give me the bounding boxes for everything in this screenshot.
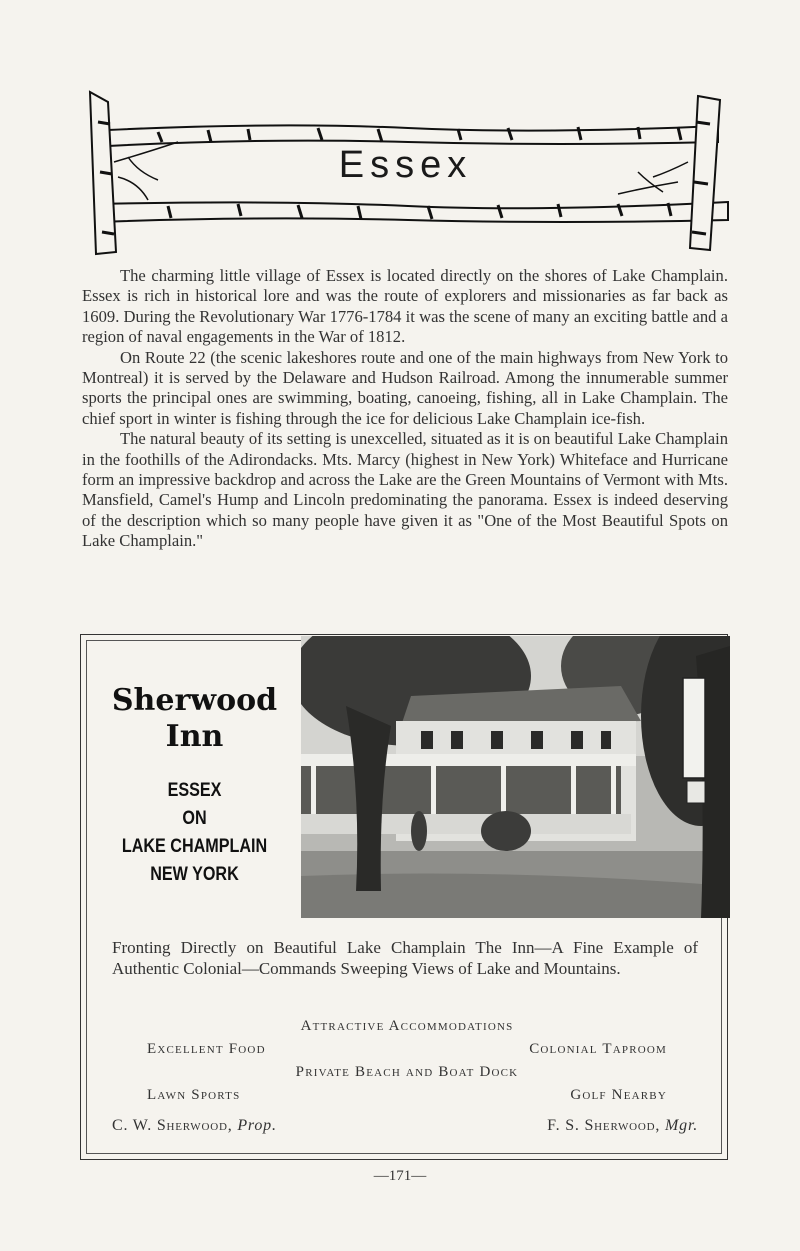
intro-text <box>82 266 728 552</box>
manager-name: F. S. Sherwood, <box>547 1117 661 1134</box>
amenity-row <box>147 1041 667 1058</box>
amenity-row <box>147 1087 667 1104</box>
intro-paragraph: On Route 22 (the scenic lakeshores route and one of the main highways from New York to Montreal) it is served by the Delaware and Hudson Railroad. Among the innumerable summer sports the principal ones are swimming, boating, canoeing, fishing, all in Lake Champlain. The chief sport in winter is fishing through the ice for delicious Lake Champlain ice-fish. <box>82 347 728 428</box>
ad-inner-border <box>86 640 722 1154</box>
amenity-accommodations: Attractive Accommodations <box>300 1018 514 1034</box>
location-line: ESSEX <box>167 780 222 801</box>
location-line: ON <box>182 808 207 829</box>
inn-photo-illustration <box>301 636 730 918</box>
proprietor-role: Prop. <box>237 1117 277 1134</box>
proprietor-name: C. W. Sherwood, <box>112 1117 233 1134</box>
page-number: —171— <box>373 1168 427 1184</box>
location-line: LAKE CHAMPLAIN <box>121 836 268 857</box>
manager <box>547 1117 698 1135</box>
essex-banner <box>78 82 733 257</box>
manager-role: Mgr. <box>665 1117 698 1134</box>
inn-photo <box>301 636 730 918</box>
inn-location <box>103 777 286 889</box>
location-line: NEW YORK <box>150 864 239 885</box>
amenity-beach-dock: Private Beach and Boat Dock <box>295 1064 519 1080</box>
inn-name <box>87 683 302 755</box>
inn-name-line1: Sherwood <box>111 683 278 718</box>
inn-name-line2: Inn <box>165 719 224 754</box>
banner-title: Essex <box>338 144 473 186</box>
inn-description: Fronting Directly on Beautiful Lake Champlain The Inn—A Fine Example of Authentic Colonial—Commands Sweeping Views of Lake and Mountains. <box>112 938 698 978</box>
ad-title-block <box>87 641 302 919</box>
inn-staff <box>112 1117 698 1135</box>
proprietor <box>112 1117 277 1135</box>
amenity-food: Excellent Food <box>147 1041 266 1057</box>
sherwood-inn-advertisement <box>80 634 728 1160</box>
intro-paragraph: The charming little village of Essex is located directly on the shores of Lake Champlain. Essex is rich in historical lore and was the route of explorers and missionaries as far back as 1609. During the Revolutionary War 1776-1784 it was the scene of many an exciting battle and a region of naval engagements in the War of 1812. <box>82 266 728 347</box>
amenity-golf: Golf Nearby <box>570 1087 667 1103</box>
amenity-lawn-sports: Lawn Sports <box>147 1087 241 1103</box>
amenity-taproom: Colonial Taproom <box>529 1041 667 1057</box>
intro-paragraph: The natural beauty of its setting is unexcelled, situated as it is on beautiful Lake Champlain in the foothills of the Adirondacks. Mts. Marcy (highest in New York) Whiteface and Hurricane form an impressive backdrop and across the Lake are the Green Mountains of Vermont with Mts. Mansfield, Camel's Hump and Lincoln predominating the panorama. Essex is indeed deserving of the description which so many people have given it as "One of the Most Beautiful Spots on Lake Champlain." <box>82 429 728 551</box>
